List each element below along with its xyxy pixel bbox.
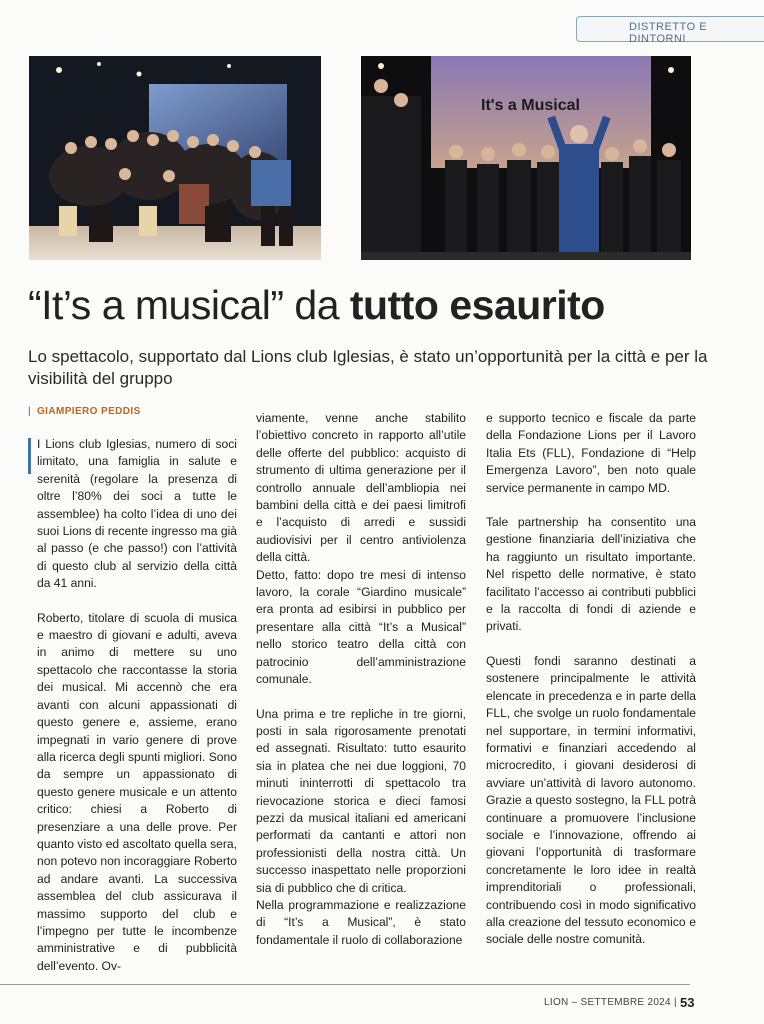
article-column-3	[486, 410, 696, 966]
paragraph: I Lions club Iglesias, numero di soci limitato, una famiglia in salute e serenità (regolare la presenza di oltre l’80% dei soci a tutte le assemblee) ha colto l’idea di uno dei suoi Lions di recente ingresso ma già al passo (e che passo!) con l’attività di questo club al servizio della città da 41 anni.	[37, 437, 237, 591]
screen-title: It's a Musical	[481, 97, 580, 114]
photo-finale-stage	[361, 56, 691, 260]
footer-separator: |	[674, 997, 677, 1008]
page-number: 53	[680, 995, 695, 1010]
choir-stage-illustration	[29, 56, 321, 260]
byline-separator: |	[28, 406, 31, 417]
paragraph: Detto, fatto: dopo tre mesi di intenso lavoro, la corale “Giardino musicale” era pronta ad esibirsi in pubblico per presentare alla città “It’s a Musical” nello storico teatro della città con patrocinio dell’amministrazione comunale.	[256, 567, 466, 687]
paragraph: e supporto tecnico e fiscale da parte della Fondazione Lions per il Lavoro Italia Ets (FLL), Fondazione di “Help Emergenza Lavoro”, ben noto quale service permanente in campo MD.	[486, 411, 696, 495]
paragraph: Questi fondi saranno destinati a sostenere principalmente le attività elencate in precedenza e in parte della FLL, che svolge un ruolo fondamentale nel supportare, in termini informativi, formativi e finanziari accedendo al microcredito, i giovani desiderosi di avviare un’attività di lavoro autonomo. Grazie a questo sostegno, la FLL potrà continuare a promuovere l’inclusione sociale e l’innovazione, offrendo ai giovani l’opportunità di trasformare concretamente le loro idee in realtà imprenditoriali o professionali, contribuendo così in modo significativo alla creazione del tessuto economico e sociale delle nostre comunità.	[486, 653, 696, 947]
footer-label	[544, 997, 677, 1008]
headline-normal: “It’s a musical” da	[28, 282, 350, 328]
paragraph: Nella programmazione e realizzazione di “It’s a Musical”, è stato fondamentale il ruolo di collaborazione	[256, 897, 466, 947]
section-tab	[576, 16, 764, 45]
article-column-1	[37, 436, 237, 992]
paragraph: viamente, venne anche stabilito l’obiettivo concreto in rapporto all’utile delle offerte del pubblico: acquisto di strumento di ultima generazione per il controllo annuale dell’ambliopia nei bambini della città e dei paesi limitrofi e l’acquisto di arredi e sussidi audiovisivi per il centro antiviolenza della città.	[256, 411, 466, 565]
paragraph: Una prima e tre repliche in tre giorni, posti in sala rigorosamente prenotati ed assegnati. Risultato: tutto esaurito sia in platea che nei due loggioni, 70 minuti ininterrotti di spettacolo tra rievocazione storica e dieci famosi pezzi da musical italiani ed americani performati da cantanti e attori non professionisti della nostra città. Un successo inaspettato nelle proporzioni sia di pubblico che di critica.	[256, 706, 466, 895]
footer-rule	[0, 984, 690, 985]
footer-issue: LION – SETTEMBRE 2024	[544, 997, 671, 1008]
article-column-2	[256, 410, 466, 966]
finale-stage-illustration	[361, 56, 691, 260]
byline-author: GIAMPIERO PEDDIS	[37, 406, 141, 417]
lead-paragraph-bar	[28, 438, 31, 474]
headline	[28, 282, 748, 329]
headline-bold: tutto esaurito	[349, 282, 605, 328]
photo-choir-stage	[29, 56, 321, 260]
paragraph: Roberto, titolare di scuola di musica e maestro di giovani e adulti, aveva in animo di mettere su uno spettacolo che raccontasse la storia dei musical. Mi accennò che era avanti con alcuni appassionati di questo genere e, assieme, erano impegnati in vario genere di prove alla ricerca degli spunti migliori. Sono da sempre un appassionato di questo genere musicale e un attento critico: chiesi a Roberto di presenziare a una delle prove. Per quanto visto ed ascoltato quella sera, non potevo non incoraggiare Roberto ad andare avanti. La successiva assemblea del club assicurava il massimo supporto del club e l’impegno per tutte le incombenze amministrative e di pubblicità dell’evento. Ov-	[37, 610, 237, 973]
byline	[28, 406, 141, 417]
paragraph: Tale partnership ha consentito una gestione finanziaria dell’iniziativa che ha raggiunto un risultato importante. Nel rispetto delle normative, è stato facilitato l’accesso ai contributi pubblici e la raccolta di fondi di aziende e privati.	[486, 515, 696, 634]
section-tab-label: DISTRETTO E DINTORNI	[629, 21, 708, 45]
subtitle: Lo spettacolo, supportato dal Lions club Iglesias, è stato un’opportunità per la città e per la visibilità del gruppo	[28, 347, 708, 388]
